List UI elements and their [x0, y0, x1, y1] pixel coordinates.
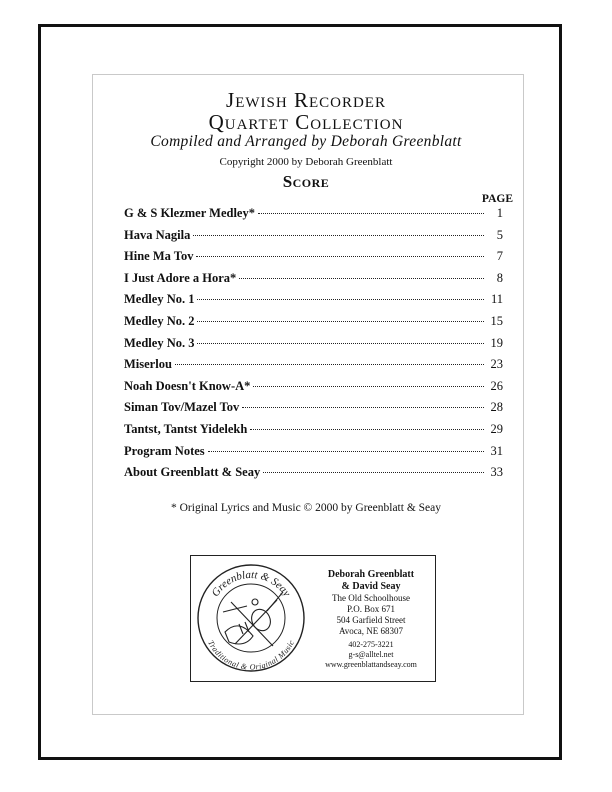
toc-entry[interactable]: [124, 336, 503, 358]
dot-leader: [175, 364, 484, 365]
toc-entry-title: Siman Tov/Mazel Tov: [124, 400, 240, 415]
logo-top-text: Greenblatt & Seay: [209, 568, 293, 600]
toc-entry-title: Tantst, Tantst Yidelekh: [124, 421, 248, 436]
toc-entry-title: Hava Nagila: [124, 227, 191, 242]
dot-leader: [242, 407, 484, 408]
dot-leader: [250, 429, 484, 430]
toc-entry[interactable]: [124, 422, 503, 444]
page-column-header: PAGE: [481, 193, 513, 205]
footnote: * Original Lyrics and Music © 2000 by Greenblatt & Seay: [171, 502, 441, 514]
dot-leader: [263, 472, 484, 473]
toc-entry-page: 11: [490, 292, 503, 307]
toc-entry[interactable]: [124, 400, 503, 422]
toc-entry-page: 15: [490, 313, 503, 328]
toc-entry-title: G & S Klezmer Medley*: [124, 206, 255, 220]
dot-leader: [197, 299, 484, 300]
toc-entry-page: 8: [496, 270, 503, 285]
phone-number: 402-275-3221: [348, 640, 394, 649]
toc-entry-page: 19: [490, 335, 503, 350]
toc-entry[interactable]: [124, 228, 503, 250]
toc-entry-title: Medley No. 1: [124, 292, 195, 307]
table-of-contents: [124, 206, 503, 487]
toc-entry-title: Hine Ma Tov: [124, 249, 194, 264]
contact-details: [311, 569, 431, 670]
dot-leader: [196, 256, 484, 257]
logo-bottom-text: Traditional & Original Music: [206, 638, 296, 672]
toc-entry[interactable]: [124, 465, 503, 487]
title-line-2: Quartet Collection: [208, 110, 404, 134]
toc-entry[interactable]: [124, 444, 503, 466]
toc-entry-page: 33: [490, 465, 503, 480]
dot-leader: [208, 451, 484, 452]
toc-entry-title: About Greenblatt & Seay: [124, 465, 261, 480]
dot-leader: [239, 278, 484, 279]
dot-leader: [258, 213, 484, 214]
toc-entry-page: 23: [490, 357, 503, 372]
address-line-2: P.O. Box 671: [346, 604, 395, 614]
toc-entry-title: Program Notes: [124, 443, 205, 458]
dot-leader: [193, 235, 484, 236]
contact-name-2: & David Seay: [341, 581, 401, 592]
subtitle: Compiled and Arranged by Deborah Greenblatt: [150, 133, 462, 150]
toc-entry-page: 1: [496, 206, 503, 220]
toc-entry-title: Noah Doesn't Know-A*: [124, 378, 251, 393]
toc-entry[interactable]: [124, 271, 503, 293]
svg-text:Traditional & Original Music: [206, 639, 296, 672]
instruments-icon: [223, 592, 283, 646]
toc-entry[interactable]: [124, 292, 503, 314]
address-line-4: Avoca, NE 68307: [338, 626, 404, 636]
toc-entry[interactable]: [124, 249, 503, 271]
toc-entry[interactable]: [124, 206, 503, 228]
contact-name-1: Deborah Greenblatt: [327, 569, 415, 580]
toc-entry-page: 29: [490, 421, 503, 436]
website-link[interactable]: www.greenblattandseay.com: [325, 660, 417, 669]
email-address[interactable]: g-s@alltel.net: [348, 650, 394, 659]
address-line-3: 504 Garfield Street: [336, 615, 406, 625]
toc-entry-title: Medley No. 2: [124, 313, 195, 328]
greenblatt-seay-logo: [195, 562, 307, 674]
toc-entry[interactable]: [124, 314, 503, 336]
toc-entry-page: 7: [496, 249, 503, 264]
title-line-1: Jewish Recorder: [226, 88, 386, 112]
toc-entry-page: 26: [490, 378, 503, 393]
toc-entry-page: 5: [496, 227, 503, 242]
copyright-line: Copyright 2000 by Deborah Greenblatt: [219, 156, 393, 168]
toc-entry[interactable]: [124, 379, 503, 401]
dot-leader: [253, 386, 484, 387]
dot-leader: [197, 321, 484, 322]
toc-entry-title: I Just Adore a Hora*: [124, 270, 237, 285]
dot-leader: [197, 343, 484, 344]
contact-card: [190, 555, 436, 682]
toc-entry-title: Miserlou: [124, 357, 172, 372]
toc-entry[interactable]: [124, 357, 503, 379]
score-label: Score: [282, 172, 330, 191]
toc-entry-page: 28: [490, 400, 503, 415]
toc-entry-page: 31: [490, 443, 503, 458]
toc-entry-title: Medley No. 3: [124, 335, 195, 350]
address-line-1: The Old Schoolhouse: [332, 593, 410, 603]
